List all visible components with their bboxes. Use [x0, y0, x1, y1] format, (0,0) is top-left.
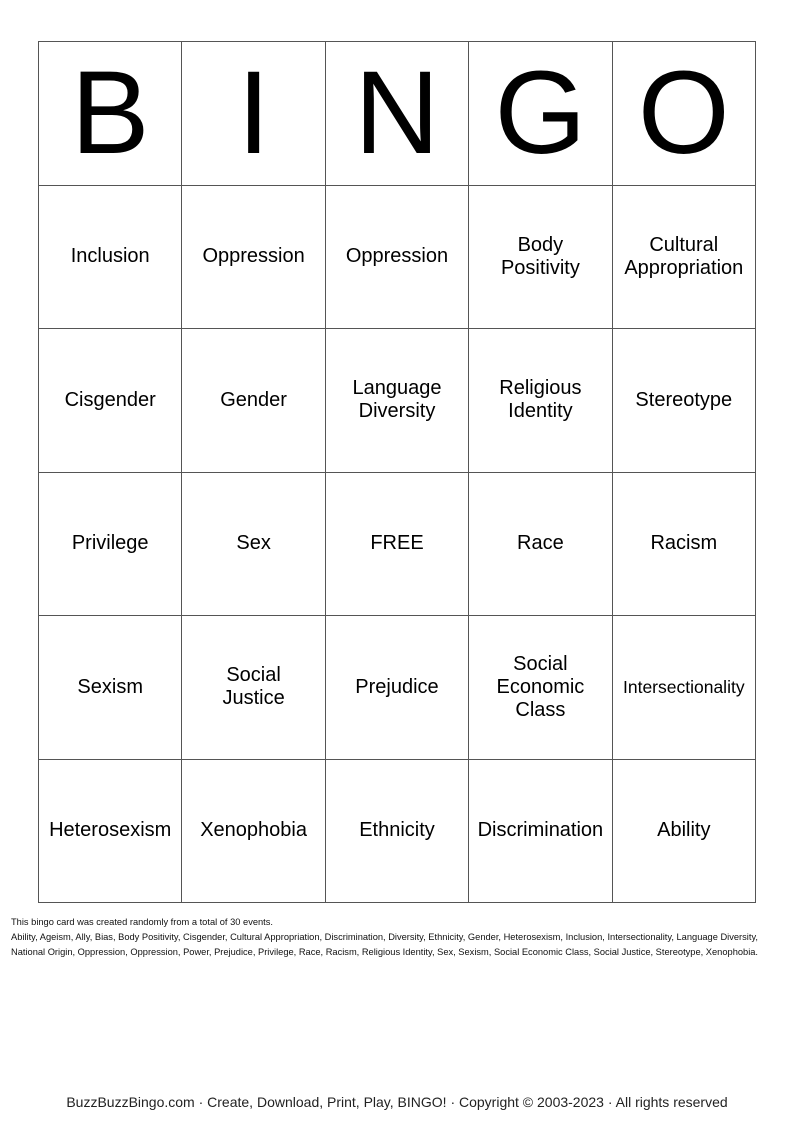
bingo-cell: Heterosexism [39, 760, 182, 904]
bingo-cell: Sex [182, 473, 325, 617]
header-letter-o: O [613, 42, 756, 186]
events-footnote [11, 915, 786, 960]
bingo-cell: Ethnicity [326, 760, 469, 904]
free-space-cell: FREE [326, 473, 469, 617]
bingo-cell: Stereotype [613, 329, 756, 473]
header-letter-i: I [182, 42, 325, 186]
bingo-cell: Religious Identity [469, 329, 612, 473]
bingo-cell: Oppression [182, 186, 325, 330]
footnote-summary: This bingo card was created randomly from a total of 30 events. [11, 917, 273, 927]
bingo-cell: Body Positivity [469, 186, 612, 330]
bingo-cell: Discrimination [469, 760, 612, 904]
bingo-cell: Inclusion [39, 186, 182, 330]
bingo-cell: Xenophobia [182, 760, 325, 904]
bingo-cell: Racism [613, 473, 756, 617]
bingo-card [38, 41, 756, 903]
bingo-cell: Oppression [326, 186, 469, 330]
bingo-cell: Prejudice [326, 616, 469, 760]
bingo-cell: Race [469, 473, 612, 617]
footnote-event-list: Ability, Ageism, Ally, Bias, Body Positivity, Cisgender, Cultural Appropriation, Discrimination, Diversity, Ethnicity, Gender, Heterosexism, Inclusion, Intersectionality, Language Diversity, National Origin, Oppression, Oppression, Power, Prejudice, Privilege, Race, Racism, Religious Identity, Sex, Sexism, Social Economic Class, Social Justice, Stereotype, Xenophobia. [11, 932, 759, 957]
bingo-cell: Cisgender [39, 329, 182, 473]
bingo-cell: Privilege [39, 473, 182, 617]
header-letter-n: N [326, 42, 469, 186]
bingo-cell: Ability [613, 760, 756, 904]
bingo-cell: Social Economic Class [469, 616, 612, 760]
bingo-cell: Sexism [39, 616, 182, 760]
bingo-cell: Gender [182, 329, 325, 473]
bingo-cell: Cultural Appropriation [613, 186, 756, 330]
bingo-cell: Language Diversity [326, 329, 469, 473]
bingo-cell: Social Justice [182, 616, 325, 760]
header-letter-b: B [39, 42, 182, 186]
header-letter-g: G [469, 42, 612, 186]
bingo-cell: Intersectionality [613, 616, 756, 760]
page-footer: BuzzBuzzBingo.com · Create, Download, Print, Play, BINGO! · Copyright © 2003-2023 · All rights reserved [66, 1094, 728, 1110]
